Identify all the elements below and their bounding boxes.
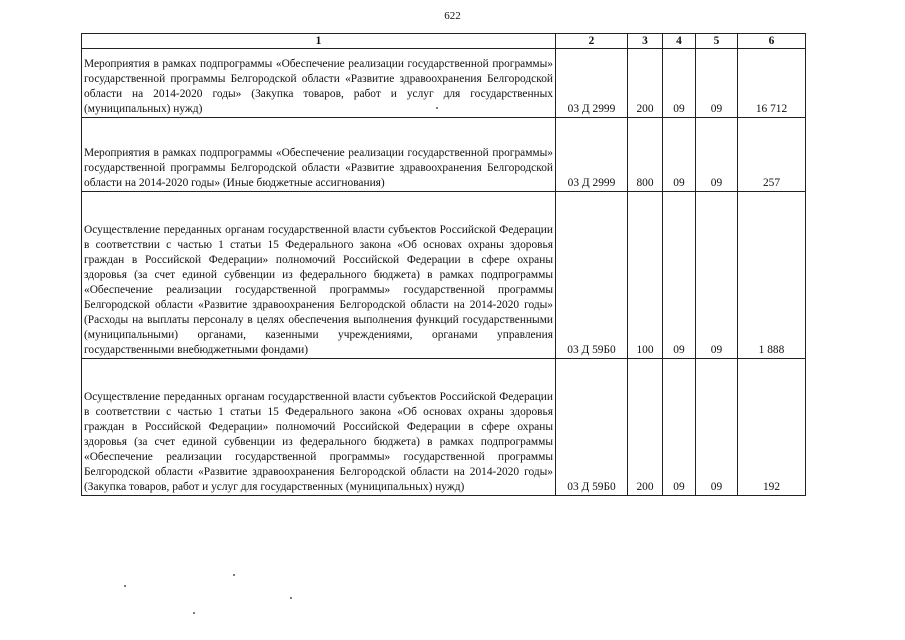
column-header: 5 (696, 34, 738, 49)
scan-speck (233, 574, 235, 576)
column-header: 2 (556, 34, 628, 49)
row-subsection: 09 (696, 118, 738, 192)
row-amount: 257 (738, 118, 806, 192)
column-header: 3 (628, 34, 663, 49)
row-amount: 16 712 (738, 49, 806, 118)
row-expense-type: 200 (628, 359, 663, 496)
row-amount: 192 (738, 359, 806, 496)
row-description: Осуществление переданных органам государственной власти субъектов Российской Федерации в соответствии с частью 1 статьи 15 Федерального закона «Об основах охраны здоровья граждан в Российской Федерации» полномочий Российской Федерации в сфере охраны здоровья (за счет единой субвенции из федерального бюджета) в рамках подпрограммы «Обеспечение реализации государственной программы» государственной программы Белгородской области «Развитие здравоохранения Белгородской области на 2014-2020 годы» (Расходы на выплаты персоналу в целях обеспечения выполнения функций государственными (муниципальными) органами, казенными учреждениями, органами управления государственными внебюджетными фондами) (82, 192, 556, 359)
row-subsection: 09 (696, 49, 738, 118)
page-number: 622 (444, 10, 461, 22)
row-target-code: 03 Д 2999 (556, 118, 628, 192)
row-section: 09 (663, 49, 696, 118)
row-target-code: 03 Д 59Б0 (556, 359, 628, 496)
scan-speck (124, 585, 126, 587)
scan-speck (193, 612, 195, 614)
budget-table (81, 33, 806, 496)
row-section: 09 (663, 359, 696, 496)
row-amount: 1 888 (738, 192, 806, 359)
column-header: 1 (82, 34, 556, 49)
row-description: Осуществление переданных органам государственной власти субъектов Российской Федерации в соответствии с частью 1 статьи 15 Федерального закона «Об основах охраны здоровья граждан в Российской Федерации» полномочий Российской Федерации в сфере охраны здоровья (за счет единой субвенции из федерального бюджета) в рамках подпрограммы «Обеспечение реализации государственной программы» государственной программы Белгородской области «Развитие здравоохранения Белгородской области на 2014-2020 годы» (Закупка товаров, работ и услуг для государственных (муниципальных) нужд) (82, 359, 556, 496)
table-row (82, 118, 806, 192)
row-expense-type: 800 (628, 118, 663, 192)
row-section: 09 (663, 192, 696, 359)
scan-speck (290, 597, 292, 599)
row-subsection: 09 (696, 359, 738, 496)
row-description: Мероприятия в рамках подпрограммы «Обеспечение реализации государственной программы» государственной программы Белгородской области «Развитие здравоохранения Белгородской области на 2014-2020 годы» (Иные бюджетные ассигнования) (82, 118, 556, 192)
column-header: 6 (738, 34, 806, 49)
table-row (82, 49, 806, 118)
table-row (82, 359, 806, 496)
row-expense-type: 100 (628, 192, 663, 359)
row-section: 09 (663, 118, 696, 192)
row-target-code: 03 Д 2999 (556, 49, 628, 118)
row-target-code: 03 Д 59Б0 (556, 192, 628, 359)
table-row (82, 192, 806, 359)
column-header: 4 (663, 34, 696, 49)
row-subsection: 09 (696, 192, 738, 359)
row-description: Мероприятия в рамках подпрограммы «Обеспечение реализации государственной программы» государственной программы Белгородской области «Развитие здравоохранения Белгородской области на 2014-2020 годы» (Закупка товаров, работ и услуг для государственных (муниципальных) нужд) (82, 49, 556, 118)
scan-speck (436, 107, 438, 109)
table-header-row (82, 34, 806, 49)
row-expense-type: 200 (628, 49, 663, 118)
